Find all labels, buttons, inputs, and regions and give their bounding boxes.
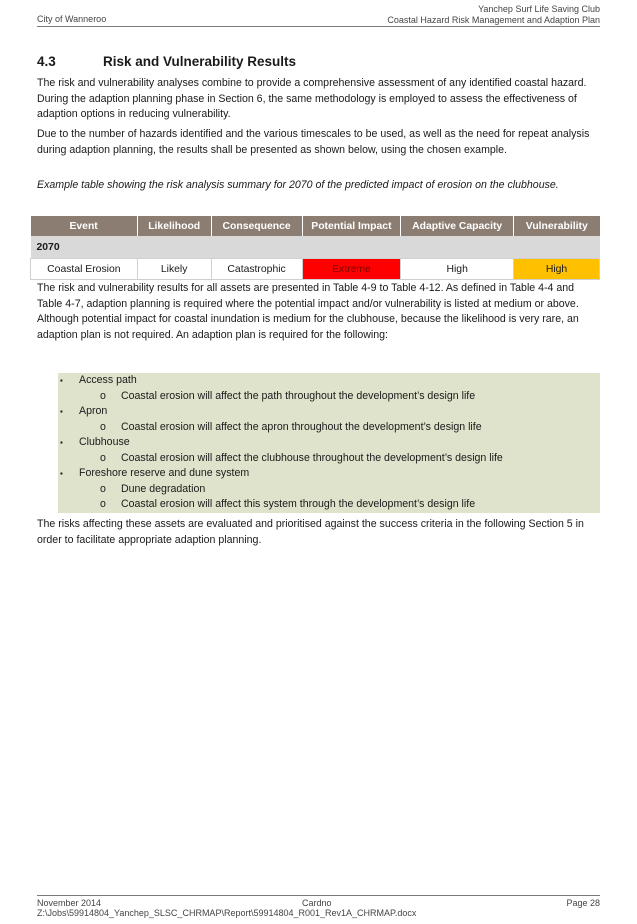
list-item-label: Access path — [79, 374, 137, 386]
footer-page-number: Page 28 — [566, 898, 600, 908]
footer-date: November 2014 — [37, 898, 102, 908]
list-subitem — [58, 497, 600, 513]
footer-company: Cardno — [302, 898, 332, 908]
bullet-icon: ▪ — [60, 438, 63, 447]
list-item-label: Foreshore reserve and dune system — [79, 467, 250, 479]
table-caption: Example table showing the risk analysis summary for 2070 of the predicted impact of erosion on the clubhouse. — [37, 179, 559, 191]
bullet-icon: ▪ — [60, 407, 63, 416]
table-header-row — [31, 216, 600, 236]
table-row — [31, 259, 600, 280]
table-year-row — [31, 236, 600, 259]
header-likelihood: Likelihood — [137, 216, 211, 236]
header-consequence: Consequence — [211, 216, 302, 236]
paragraph-conclusion: The risks affecting these assets are evaluated and prioritised against the success criteria in the following Section 5 in order to facilitate appropriate adaption planning. — [37, 518, 584, 546]
asset-list — [58, 373, 600, 513]
list-subitem-label: Coastal erosion will affect the clubhouse throughout the development’s design life — [121, 451, 503, 464]
risk-summary-table — [30, 216, 600, 280]
list-subitem-label: Coastal erosion will affect the apron throughout the development’s design life — [121, 420, 482, 433]
header-vulnerability: Vulnerability — [514, 216, 600, 236]
list-item — [58, 404, 600, 420]
list-item — [58, 466, 600, 482]
circle-bullet-icon: o — [100, 389, 106, 402]
list-subitem — [58, 420, 600, 436]
paragraph-results: The risk and vulnerability results for all assets are presented in Table 4-9 to Table 4-12. As defined in Table 4-4 and Table 4-7, adaption planning is required where the potential impact and/or vulnerability is listed at medium or above. Although potential impact for coastal inundation is medium for the clubhouse, because the likelihood is very rare, an adaption plan is not required. An adaption plan is required for the following: — [37, 282, 579, 341]
header-event: Event — [31, 216, 138, 236]
cell-consequence: Catastrophic — [211, 259, 302, 280]
list-subitem-label: Dune degradation — [121, 482, 206, 495]
cell-vulnerability: High — [514, 259, 600, 280]
paragraph-presentation: Due to the number of hazards identified and the various timescales to be used, as well as the need for repeat analysis during adaption planning, the results shall be presented as shown below, using the chosen example. — [37, 128, 590, 156]
footer-file-path: Z:\Jobs\59914804_Yanchep_SLSC_CHRMAP\Report\59914804_R001_Rev1A_CHRMAP.docx — [37, 908, 417, 918]
list-subitem — [58, 389, 600, 405]
list-subitem-label: Coastal erosion will affect the path throughout the development’s design life — [121, 389, 476, 402]
circle-bullet-icon: o — [100, 498, 106, 510]
circle-bullet-icon: o — [100, 451, 106, 464]
cell-adaptive-capacity: High — [401, 259, 514, 280]
header-document-info — [387, 4, 600, 26]
section-title: Risk and Vulnerability Results — [103, 54, 297, 69]
list-item — [58, 373, 600, 389]
list-subitem-label: Coastal erosion will affect this system through the development’s design life — [121, 498, 476, 510]
list-item-label: Apron — [79, 405, 108, 417]
cell-event: Coastal Erosion — [31, 259, 138, 280]
circle-bullet-icon: o — [100, 420, 106, 433]
bullet-icon: ▪ — [60, 469, 63, 478]
cell-potential-impact: Extreme — [302, 259, 401, 280]
list-subitem — [58, 482, 600, 498]
header-potential-impact: Potential Impact — [302, 216, 401, 236]
list-item — [58, 435, 600, 451]
header-organization: City of Wanneroo — [37, 14, 107, 24]
section-heading — [37, 54, 296, 69]
page-footer — [37, 895, 600, 918]
paragraph-intro: The risk and vulnerability analyses combine to provide a comprehensive assessment of any identified coastal hazard. During the adaption planning phase in Section 6, the same methodology is employed to assess the effectiveness of adaption options in reducing vulnerability. — [37, 77, 587, 120]
year-label: 2070 — [31, 236, 600, 259]
circle-bullet-icon: o — [100, 482, 106, 495]
list-subitem — [58, 451, 600, 467]
page-header — [37, 4, 600, 27]
header-club-name: Yanchep Surf Life Saving Club — [478, 4, 600, 14]
cell-likelihood: Likely — [137, 259, 211, 280]
section-number: 4.3 — [37, 54, 56, 69]
list-item-label: Clubhouse — [79, 436, 130, 448]
header-document-title: Coastal Hazard Risk Management and Adaption Plan — [387, 15, 600, 25]
header-adaptive-capacity: Adaptive Capacity — [401, 216, 514, 236]
bullet-icon: ▪ — [60, 376, 63, 385]
